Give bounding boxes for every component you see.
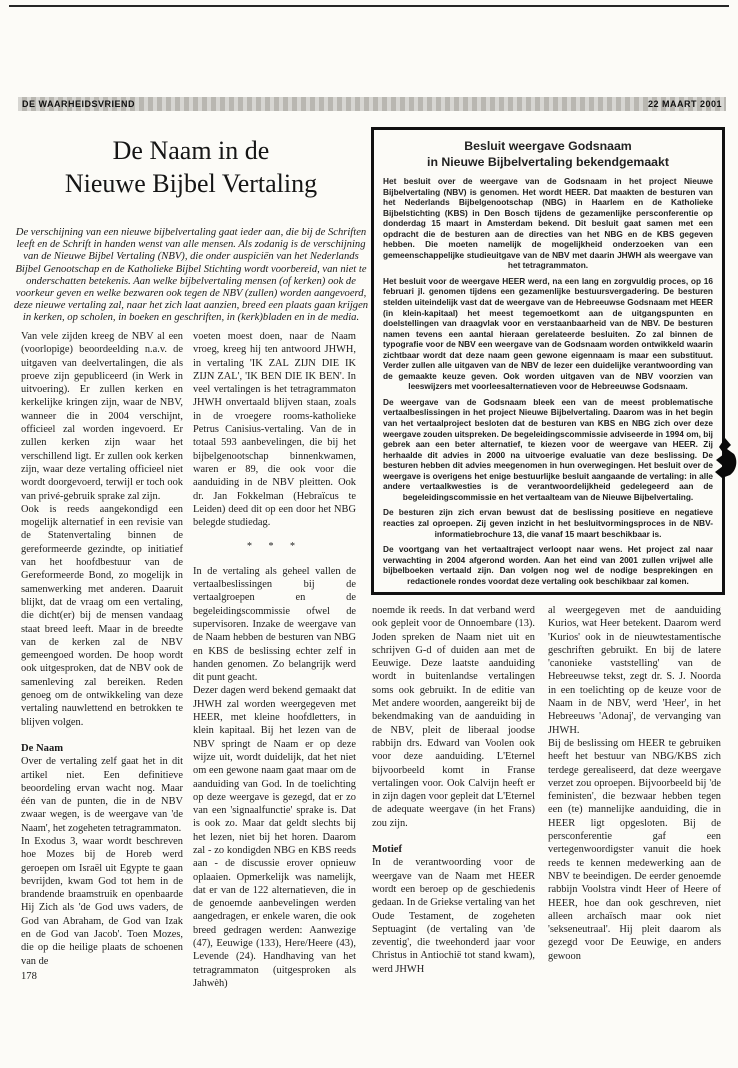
column-1 bbox=[21, 330, 183, 998]
paragraph: De besturen zijn zich ervan bewust dat de beslissing positieve en negatieve reacties zal oproepen. Zij geven inzicht in het besluitvormingsproces in de NBV-informatiebrochure 13, die vanaf 15 maart beschikbaar is. bbox=[383, 507, 713, 539]
paragraph: In Exodus 3, waar wordt beschreven hoe Mozes bij de Horeb werd geroepen om Israël uit Egypte te gaan bevrijden, kwam God tot hem in de brandende braamstruik en openbaarde Hij Zich als 'de God uws vaders, de God van Abraham, de God van Izak en de God van Jacob'. Toen Mozes, die op die heilige plaats de schoenen van de bbox=[21, 835, 183, 967]
column-4 bbox=[548, 604, 721, 1008]
section-separator-asterisks: * * * bbox=[247, 541, 302, 553]
article-title-line-2: Nieuwe Bijbel Vertaling bbox=[64, 169, 318, 198]
paragraph: Bij de beslissing om HEER te gebruiken heeft het bestuur van NBG/KBS zich terdege gerealiseerd, dat deze weergave verzet zou oproepen. Bijvoorbeeld bij 'de feministen', die bezwaar hebben tegen een (te) mannelijke aanduiding, die in HEER ligt opgesloten. Bij de persconferentie gaf een vertegenwoordigster vanuit die hoek reeds te kennen medewerking aan de NBV te beeindigen. De eerder genoemde rabbijn Voolstra vindt Heer of Heere of HEER, hoe dan ook geschreven, niet alleen archaïsch maar ook niet 'sekseneutraal'. Hij pleit daarom als gezegd voor De Eeuwige, en anders gewoon bbox=[548, 737, 721, 962]
article-title-line-1: De Naam in de bbox=[112, 136, 270, 165]
column-2 bbox=[193, 330, 356, 992]
ink-smudge-icon bbox=[712, 436, 738, 490]
announcement-box bbox=[371, 127, 725, 595]
column-3 bbox=[372, 604, 535, 1008]
paragraph: Ook is reeds aangekondigd een mogelijk alternatief in een revisie van de Statenvertaling binnen de gereformeerde gezindte, op initiatief van het hoofdbestuur van de Gereformeerde Bond, zo mogelijk in samenwerking met anderen. Daaruit blijkt, dat de vraag om een vertaling, die dicht(er) bij de mensen vandaag staat breed leeft. Maar in de breedte van de kerken zal de NBV gemeengoed worden. De hoop wordt ook uitgesproken, dat de NBV ook de samenleving zal bereiken. Reden genoeg om de ontwikkeling van deze vertaling nauwlettend en betrokken te blijven volgen. bbox=[21, 503, 183, 728]
paragraph: Van vele zijden kreeg de NBV al een (voorlopige) beoordeelding n.a.v. de uitgaven van deelvertalingen, die als proeve zijn gepubliceerd (in Werk in uitvoering). Er zullen kerken en kerkelijke kringen zijn, waar de NBV, wanneer die in 2004 verschijnt, officieel zal worden ingevoerd. Er zullen kerken zijn waar het verschillend ligt. Er zullen ook kerken zijn, waar deze vertaling officieel niet wordt doorgevoerd, terwijl er toch ook van privé-gebruik sprake zal zijn. bbox=[21, 331, 183, 502]
article-title bbox=[20, 134, 362, 200]
paragraph: In de verantwoording voor de weergave van de Naam met HEER wordt een beroep op de geschiedenis gedaan. In de Griekse vertaling van het Oude Testament, de zogeheten Septuagint (de vertaling van 'de zeventig', die tweehonderd jaar voor Christus in Antiochië tot stand kwam), werd JHWH bbox=[372, 857, 535, 975]
paragraph: noemde ik reeds. In dat verband werd ook gepleit voor de Onnoembare (13). Joden spreken de Naam niet uit en schrijven G-d of duiden aan met de Eeuwige. Deze laatste aanduiding wordt in buitenlandse vertalingen soms ook gebruikt. In de editie van Met andere woorden, aangereikt bij de bekendmaking van de aanduiding in de NBV, pleit de liberaal joodse rabbijn drs. Edward van Voolen ook voor deze aanduiding. L'Eternel bijvoorbeeld komt in Franse vertalingen voor. Ook Calvijn heeft er in zijn dagen voor gepleit dat L'Eternel de adequate weergave (in het Frans) zou zijn. bbox=[372, 605, 535, 829]
subheading-de-naam: De Naam bbox=[21, 742, 64, 754]
paragraph: Dezer dagen werd bekend gemaakt dat JHWH zal worden weergegeven met HEER, met kleine hoofdletters, in klein kapitaal. Bij het lezen van de NBV springt de Naam er op deze wijze uit, wordt duidelijk, dat het niet om een gewone naam gaat maar om de aanduiding van God. In de toelichting op deze weergave is gezegd, dat er zo van een 'signaalfunctie' sprake is. Dat is ook zo. Maar dat geldt slechts bij het lezen, niet bij het horen. Daarom zal - zo kondigden NBG en KBS reeds aan - de discussie erover opnieuw oplaaien. Opmerkelijk was namelijk, dat er van de 122 alternatieven, die in de genoemde aanbevelingen werden aangedragen, er enkele waren, die ook breed gedragen werden: Aanwezige (47), Eeuwige (133), Here/Heere (43), Levende (24). Handhaving van het tetragrammaton (uitgesproken als Jahwèh) bbox=[193, 685, 356, 989]
paragraph: Over de vertaling zelf gaat het in dit artikel niet. Een definitieve beoordeling ervan wacht nog. Maar één van de punten, die in de NBV zwaar wegen, is de weergave van 'de Naam', het zogeheten tetragrammaton. bbox=[21, 756, 183, 834]
announcement-box-title-line-1: Besluit weergave Godsnaam bbox=[464, 139, 632, 153]
publication-name: DE WAARHEIDSVRIEND bbox=[22, 99, 136, 109]
paragraph: De voortgang van het vertaaltraject verloopt naar wens. Het project zal naar verwachting in 2004 afgerond worden. Aan het eind van 2001 zullen vrijwel alle bijbelboeken vertaald zijn. Dan volgen nog wel de nodige besprekingen en redactionele rondes voordat deze vertaling ook beschikbaar zal komen. bbox=[383, 544, 713, 586]
paragraph: Het besluit over de weergave van de Godsnaam in het project Nieuwe Bijbelvertaling (NBV) is genomen. Het wordt HEER. Dat maakten de besturen van het Nederlands Bijbelgenootschap (NBG) in Haarlem en de Katholieke Bijbelstichting (KBS) in Den Bosch tijdens de gezamenlijke persconferentie op donderdag 15 maart in Amsterdam bekend. Dit besluit gaat samen met een opdracht die de besturen aan de directies van het NBG en de KBS gegeven hebben. Die moeten namelijk de mogelijkheid onderzoeken van een gemeenschappelijke studieuitgave van de NBV met daarin JHWH als weergave van het tetragrammaton. bbox=[383, 176, 713, 271]
paragraph: voeten moest doen, naar de Naam vroeg, kreeg hij ten antwoord JHWH, in vertaling 'IK ZAL ZIJN DIE IK ZIJN ZAL', 'IK BEN DIE IK BEN'. In veel vertalingen is het tetragrammaton JHWH onvertaald blijven staan, zoals in de vroegere rooms-katholieke Petrus Canisius-vertaling. Van de in totaal 593 aanbevelingen, die bij het bijbelgenootschap binnenkwamen, waren er 89, die ook voor die aanduiding in de NBV pleitten. Ook dr. Jan Fokkelman (Hebraïcus te Leiden) deed dit op een door het NBG belegde studiedag. bbox=[193, 331, 356, 529]
article-intro: De verschijning van een nieuwe bijbelvertaling gaat ieder aan, die bij de Schriften leeft en de Schrift in handen wenst van alle mensen. Als zodanig is de verschijning van de Nieuwe Bijbel Vertaling (NBV), die onder auspiciën van het Nederlands Bijbel Genootschap en de Katholieke Bijbel Stichting wordt voorbereid, van niet te onderschatten betekenis. Aan welke bijbelvertaling mensen (of kerken) ook de voorkeur geven en welke bezwaren ook tegen de NBV (zullen) worden aangevoerd, deze nieuwe vertaling zal, naar het zich laat aanzien, breed een plaats gaan krijgen in kerken, op scholen, in boeken en geschriften, in (kerk)bladen en in de media. bbox=[13, 227, 369, 324]
page-number: 178 bbox=[21, 970, 37, 982]
issue-date: 22 MAART 2001 bbox=[647, 99, 722, 109]
paragraph: al weergegeven met de aanduiding Kurios, wat Heer betekent. Daarom werd 'Kurios' ook in de nieuwtestamentische geschriften gebruikt. En bij de latere 'canonieke vaststelling' van de Hebreeuwse tekst, zegt dr. S. J. Noorda in een toelichting op de keuze voor de Naam in de NBV, werd 'Heer', in het Hebreeuws 'Adonaj', de vervanging van JHWH. bbox=[548, 605, 721, 736]
announcement-box-title-line-2: in Nieuwe Bijbelvertaling bekendgemaakt bbox=[427, 155, 669, 169]
top-rule bbox=[9, 5, 729, 7]
announcement-box-title bbox=[383, 138, 713, 170]
paragraph: De weergave van de Godsnaam bleek een van de meest problematische vertaalbeslissingen in het project Nieuwe Bijbelvertaling. Daarom was in het begin van het vertaalproject besloten dat de besturen van KBS en NBG zich over deze weergave zouden uitspreken. De begeleidingscommissie adviseerde in 1994 om, bij gebrek aan een beter alternatief, te kiezen voor de weergave van HEER. Zij herhaalde dit advies in 2000 na uitvoerige evaluatie van deze beslissing. De besturen hebben dit advies meegenomen in hun overwegingen. Het besluit over de weergave is overigens het enige bestuurlijke besluit aangaande de vertaling: in alle andere vertaalkwesties is de verantwoordelijkheid gedelegeerd aan de begeleidingscommissie en het vertaalteam van de Nieuwe Bijbelvertaling. bbox=[383, 396, 713, 502]
masthead-bar bbox=[18, 97, 726, 111]
paragraph: In de vertaling als geheel vallen de vertaalbeslissingen bij de vertaalgroepen en de begeleidingscommissie ofwel de supervisoren. Inzake de weergave van de Naam hebben de besturen van NBG en KBS de beslissing echter zelf in handen genomen. Zo belangrijk werd dit punt geacht. bbox=[193, 565, 356, 684]
paragraph: Het besluit voor de weergave HEER werd, na een lang en zorgvuldig proces, op 16 februari jl. genomen tijdens een gezamenlijke bestuursvergadering. De besturen stelden uiteindelijk vast dat de weergave van de Hebreeuwse Godsnaam met HEER (in klein-kapitaal) het meest tegemoetkomt aan de uitgangspunten en doelstellingen van draagvlak voor en verstaanbaarheid van de NBV. De besturen namen tevens een aantal hieraan gerelateerde besluiten. Zo zal binnen de typografie voor de NBV een weergave van de Godsnaam worden ontwikkeld waarin zichtbaar wordt dat deze naam geen gewone eigennaam is maar een substituut. Verder zullen alle uitgaven van de NBV de lezer een duidelijke verantwoording van de gemaakte keuze geven. Ook worden uitgaven van de NBV voorzien van leeswijzers met voorleesalternatieven voor de Hebreeuwse Godsnaam. bbox=[383, 275, 713, 392]
subheading-motief: Motief bbox=[372, 844, 402, 856]
